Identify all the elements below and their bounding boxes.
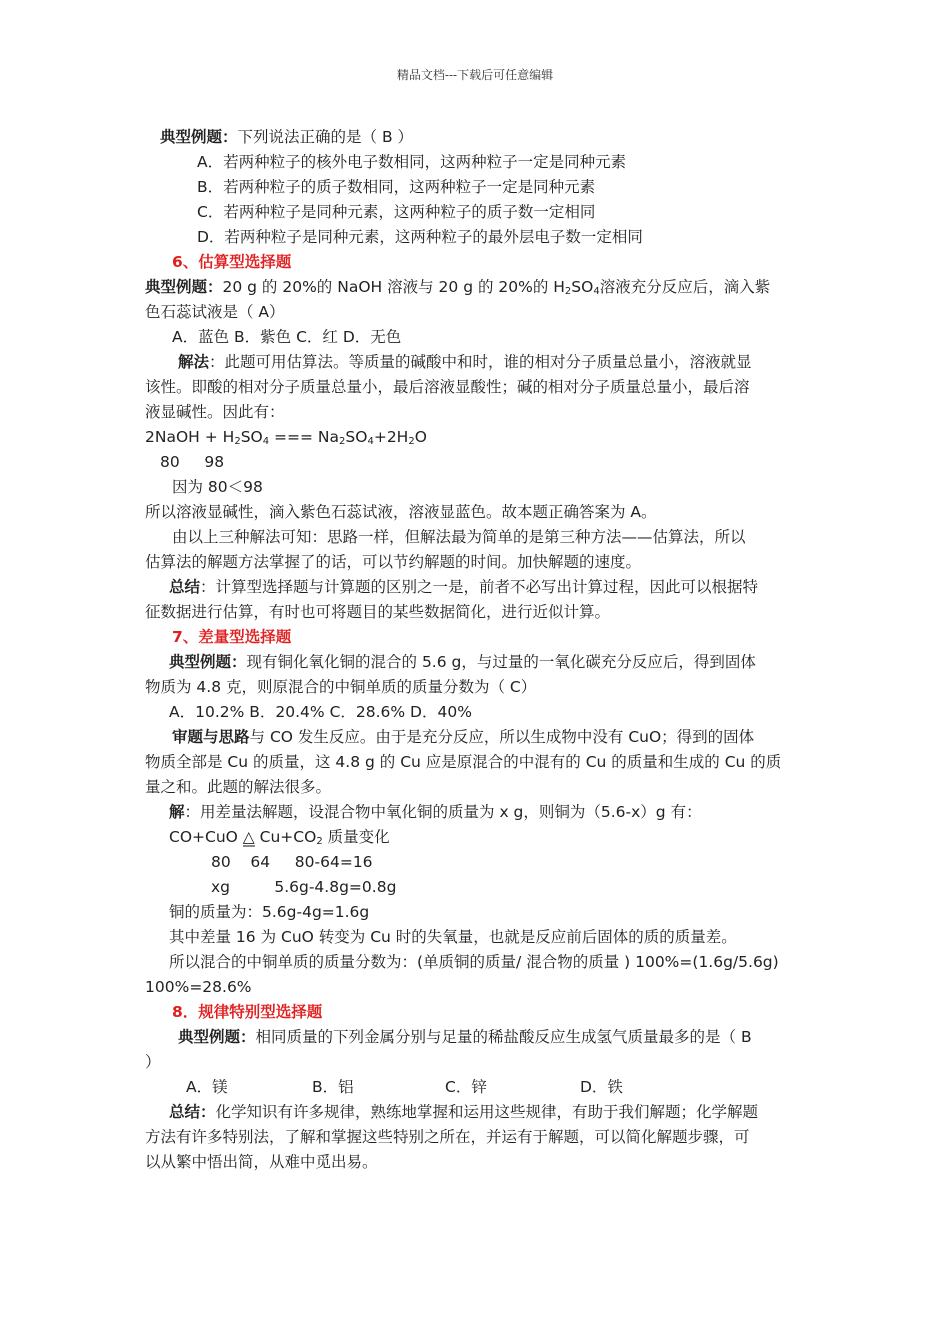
text-run: ：用差量法解题，设混合物中氧化铜的质量为 x g，则铜为（5.6-x）g 有：	[184, 803, 702, 821]
text-run: 20 g 的 20%的 NaOH 溶液与 20 g 的 20%的 H	[222, 278, 565, 296]
analysis-line2: 物质全部是 Cu 的质量，这 4.8 g 的 Cu 应是原混合的中混有的 Cu 的质量和生成的 Cu 的质	[145, 753, 782, 771]
conclusion-6: 所以溶液显碱性，滴入紫色石蕊试液，溶液显蓝色。故本题正确答案为 A。	[145, 503, 657, 521]
example-question: 下列说法正确的是（ B ）	[237, 128, 414, 146]
text-run: SO	[240, 428, 263, 446]
solution-line2: 该性。即酸的相对分子质量总量小，最后溶液显酸性；碱的相对分子质量总量小，最后溶	[145, 378, 750, 396]
text-run: SO	[345, 428, 368, 446]
reaction-masses: 80 64 80-64=16	[211, 853, 373, 871]
summary-paragraph-line2: 估算法的解题方法掌握了的话，可以节约解题的时间。加快解题的速度。	[145, 553, 642, 571]
example-7-line2: 物质为 4.8 克，则原混合的中铜单质的质量分数为（ C）	[145, 678, 537, 696]
summary-label: 总结	[169, 578, 201, 596]
fraction-line1: 所以混合的中铜单质的质量分数为：(单质铜的质量/ 混合物的质量 ) 100%=(1.6g/5.6g)	[169, 953, 779, 971]
summary-label: 总结：	[169, 1103, 216, 1121]
subscript: 2	[234, 436, 241, 447]
because-line: 因为 80＜98	[172, 478, 263, 496]
example-label: 典型例题：	[145, 278, 223, 296]
example-line	[160, 127, 413, 147]
option-d: D．若两种粒子是同种元素，这两种粒子的最外层电子数一定相同	[197, 228, 643, 246]
summary-6-line2: 征数据进行估算，有时也可将题目的某些数据简化，进行近似计算。	[145, 603, 611, 621]
reaction-equation	[169, 827, 390, 847]
option-b: B．若两种粒子的质子数相同，这两种粒子一定是同种元素	[197, 178, 596, 196]
text-run: ：计算型选择题与计算题的区别之一是，前者不必写出计算过程，因此可以根据特	[200, 578, 759, 596]
example-8-line2: ）	[145, 1053, 161, 1071]
heat-triangle-icon: △	[242, 828, 255, 846]
reaction-variables: xg 5.6g-4.8g=0.8g	[211, 878, 397, 896]
example-7-line1	[169, 652, 756, 672]
text-run: ：此题可用估算法。等质量的碱酸中和时，谁的相对分子质量总量小，溶液就显	[209, 353, 752, 371]
subscript: 2	[408, 436, 415, 447]
section-heading-6: 6、估算型选择题	[172, 253, 292, 271]
text-run: 与 CO 发生反应。由于是充分反应，所以生成物中没有 CuO；得到的固体	[249, 728, 755, 746]
subscript: 2	[316, 836, 323, 847]
option-c: C．若两种粒子是同种元素，这两种粒子的质子数一定相同	[197, 203, 596, 221]
summary-8-line3: 以从繁中悟出简，从难中觅出易。	[145, 1153, 378, 1171]
subscript: 4	[262, 436, 270, 447]
example-6-line2: 色石蕊试液是（ A）	[145, 303, 285, 321]
example-8-option-b: B．铝	[312, 1078, 354, 1096]
equation-masses: 80 98	[160, 453, 225, 471]
subscript: 2	[564, 286, 572, 297]
analysis-line3: 量之和。此题的解法很多。	[145, 778, 332, 796]
text-run: 质量变化	[322, 828, 390, 846]
text-run: 现有铜化氧化铜的混合的 5.6 g，与过量的一氧化碳充分反应后，得到固体	[246, 653, 756, 671]
text-run: CO+CuO	[169, 828, 243, 846]
subscript: 4	[593, 286, 600, 297]
example-label: 典型例题：	[178, 1028, 256, 1046]
solution-label: 解	[169, 803, 185, 821]
example-label: 典型例题：	[160, 128, 238, 146]
solution-line3: 液显碱性。因此有：	[145, 403, 285, 421]
example-6-options: A．蓝色 B．紫色 C．红 D．无色	[172, 328, 402, 346]
example-8-line1	[178, 1027, 752, 1047]
page-header: 精品文档---下载后可任意编辑	[396, 68, 554, 82]
example-8-option-d: D．铁	[580, 1078, 623, 1096]
section-heading-8: 8．规律特别型选择题	[172, 1003, 323, 1021]
example-label: 典型例题：	[169, 653, 247, 671]
subscript: 4	[367, 436, 374, 447]
text-run: 2NaOH + H	[145, 428, 235, 446]
solution-7-line	[169, 802, 702, 822]
difference-note: 其中差量 16 为 CuO 转变为 Cu 时的失氧量，也就是反应前后固体的质的质量差。	[169, 928, 737, 946]
text-run: SO	[571, 278, 594, 296]
example-8-option-a: A．镁	[186, 1078, 228, 1096]
subscript: 2	[339, 436, 346, 447]
text-run: O	[414, 428, 427, 446]
option-a: A．若两种粒子的核外电子数相同，这两种粒子一定是同种元素	[197, 153, 627, 171]
summary-8-line1	[169, 1102, 758, 1122]
text-run: Cu+CO	[254, 828, 317, 846]
solution-label: 解法	[178, 353, 210, 371]
example-8-option-c: C．锌	[445, 1078, 487, 1096]
summary-8-line2: 方法有许多特别法，了解和掌握这些特别之所在，并运有于解题，可以简化解题步骤，可	[145, 1128, 750, 1146]
text-run: 化学知识有许多规律，熟练地掌握和运用这些规律，有助于我们解题；化学解题	[215, 1103, 759, 1121]
example-6-line1	[145, 277, 770, 297]
copper-mass: 铜的质量为：5.6g-4g=1.6g	[169, 903, 370, 921]
analysis-label: 审题与思路	[172, 728, 250, 746]
text-run: 溶液充分反应后，滴入紫	[599, 278, 771, 296]
summary-paragraph-line1: 由以上三种解法可知：思路一样，但解法最为简单的是第三种方法——估算法，所以	[172, 528, 746, 546]
summary-6-line1	[169, 577, 758, 597]
analysis-line1	[172, 727, 754, 747]
text-run: 相同质量的下列金属分别与足量的稀盐酸反应生成氢气质量最多的是（ B	[255, 1028, 752, 1046]
fraction-line2: 100%=28.6%	[145, 978, 252, 996]
text-run: +2H	[373, 428, 409, 446]
text-run: === Na	[269, 428, 340, 446]
section-heading-7: 7、差量型选择题	[172, 628, 292, 646]
solution-line1	[178, 352, 752, 372]
example-7-options: A．10.2% B．20.4% C．28.6% D．40%	[169, 703, 472, 721]
chemical-equation	[145, 427, 427, 447]
